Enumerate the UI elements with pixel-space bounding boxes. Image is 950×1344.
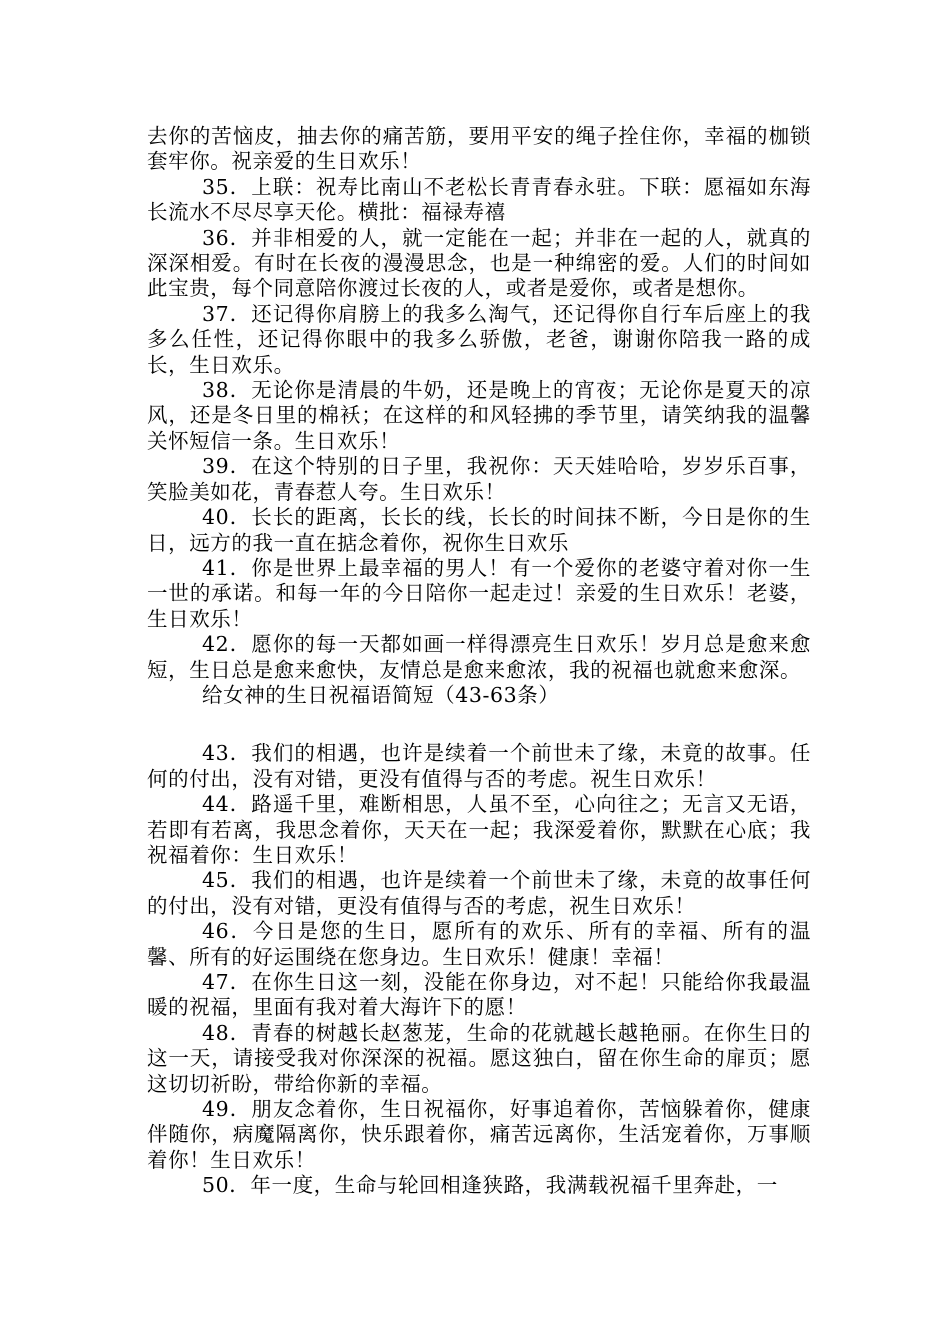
wish-paragraph: 45．我们的相遇，也许是续着一个前世未了缘，未竟的故事任何的付出，没有对错，更没有值得与否的考虑，祝生日欢乐！ [147, 868, 811, 918]
wish-paragraph: 47．在你生日这一刻，没能在你身边，对不起！只能给你我最温暖的祝福，里面有我对着大海许下的愿！ [147, 970, 811, 1020]
wish-paragraph: 48．青春的树越长赵葱茏，生命的花就越长越艳丽。在你生日的这一天，请接受我对你深深的祝福。愿这独白，留在你生命的扉页；愿这切切祈盼，带给你新的幸福。 [147, 1020, 811, 1096]
wish-paragraph: 42．愿你的每一天都如画一样得漂亮生日欢乐！岁月总是愈来愈短，生日总是愈来愈快，友情总是愈来愈浓，我的祝福也就愈来愈深。 [147, 632, 811, 682]
wish-paragraph: 去你的苦恼皮，抽去你的痛苦筋，要用平安的绳子拴住你，幸福的枷锁套牢你。祝亲爱的生日欢乐！ [147, 124, 811, 174]
wish-paragraph: 46．今日是您的生日，愿所有的欢乐、所有的幸福、所有的温馨、所有的好运围绕在您身边。生日欢乐！健康！幸福！ [147, 919, 811, 969]
wish-paragraph: 38．无论你是清晨的牛奶，还是晚上的宵夜；无论你是夏天的凉风，还是冬日里的棉袄；在这样的和风轻拂的季节里，请笑纳我的温馨关怀短信一条。生日欢乐！ [147, 378, 811, 453]
section-spacer [147, 708, 811, 741]
wish-paragraph: 44．路遥千里，难断相思，人虽不至，心向往之；无言又无语，若即有若离，我思念着你，天天在一起；我深爱着你，默默在心底；我祝福着你：生日欢乐！ [147, 792, 811, 867]
wish-paragraph: 40．长长的距离，长长的线，长长的时间抹不断，今日是你的生日，远方的我一直在掂念着你，祝你生日欢乐 [147, 505, 811, 555]
wish-paragraph: 36．并非相爱的人，就一定能在一起；并非在一起的人，就真的深深相爱。有时在长夜的漫漫思念，也是一种绵密的爱。人们的时间如此宝贵，每个同意陪你渡过长夜的人，或者是爱你，或者是想你。 [147, 225, 811, 301]
wish-paragraph: 50．年一度，生命与轮回相逢狭路，我满载祝福千里奔赴，一 [202, 1173, 778, 1198]
item-list-after-heading [147, 741, 811, 1198]
wish-paragraph: 39．在这个特别的日子里，我祝你：天天娃哈哈，岁岁乐百事，笑脸美如花，青春惹人夸。生日欢乐！ [147, 454, 811, 504]
wish-paragraph: 43．我们的相遇，也许是续着一个前世未了缘，未竟的故事。任何的付出，没有对错，更没有值得与否的考虑。祝生日欢乐！ [147, 741, 811, 791]
wish-paragraph: 41．你是世界上最幸福的男人！有一个爱你的老婆守着对你一生一世的承诺。和每一年的今日陪你一起走过！亲爱的生日欢乐！老婆，生日欢乐！ [147, 555, 811, 631]
item-list-before-heading [147, 124, 811, 683]
wish-paragraph: 49．朋友念着你，生日祝福你，好事追着你，苦恼躲着你，健康伴随你，病魔隔离你，快乐跟着你，痛苦远离你，生活宠着你，万事顺着你！生日欢乐！ [147, 1097, 811, 1172]
section-heading: 给女神的生日祝福语简短（43-63条） [202, 682, 560, 707]
document-body [147, 124, 811, 1199]
wish-paragraph: 37．还记得你肩膀上的我多么淘气，还记得你自行车后座上的我多么任性，还记得你眼中的我多么骄傲，老爸，谢谢你陪我一路的成长，生日欢乐。 [147, 301, 811, 377]
wish-paragraph: 35．上联：祝寿比南山不老松长青青春永驻。下联：愿福如东海长流水不尽尽享天伦。横批：福禄寿禧 [147, 174, 811, 225]
